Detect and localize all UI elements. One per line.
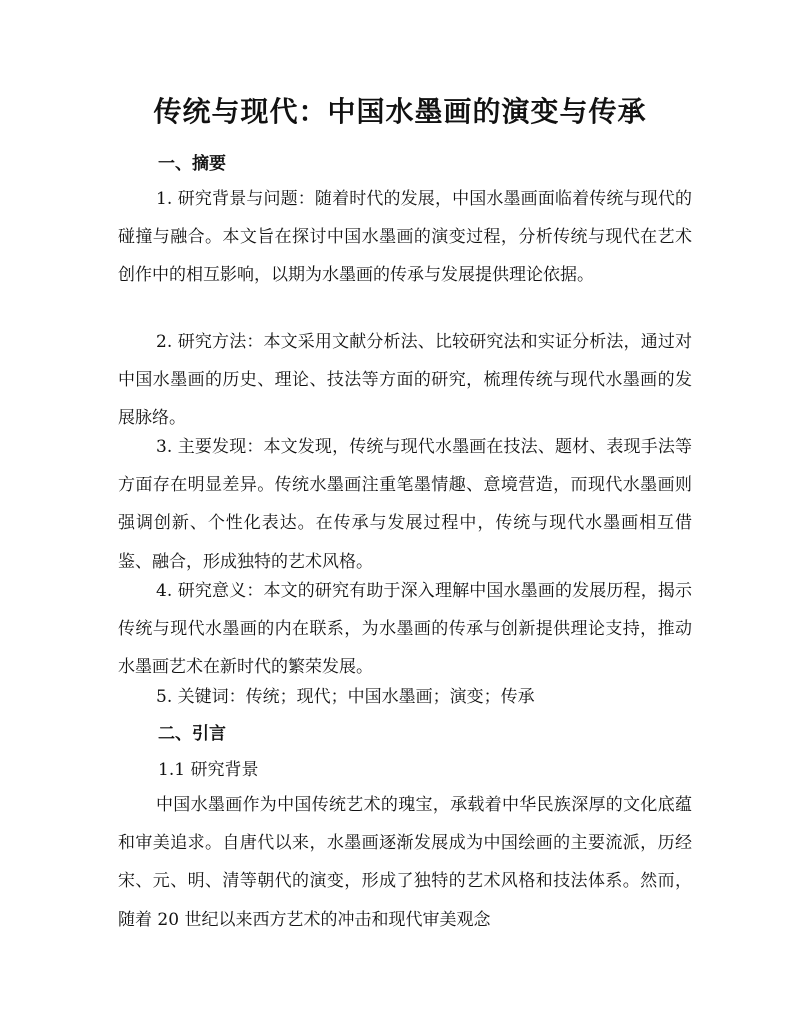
subheading-research-background: 1.1 研究背景 <box>158 760 259 780</box>
document-title: 传统与现代：中国水墨画的演变与传承 <box>153 95 647 128</box>
abstract-item-1: 1. 研究背景与问题：随着时代的发展，中国水墨画面临着传统与现代的碰撞与融合。本文旨在探讨中国水墨画的演变过程，分析传统与现代在艺术创作中的相互影响，以期为水墨画的传承与发展提供理论依据。 <box>118 189 692 286</box>
section-heading-introduction: 二、引言 <box>158 724 226 744</box>
section-heading-abstract: 一、摘要 <box>158 154 226 174</box>
abstract-item-4: 4. 研究意义：本文的研究有助于深入理解中国水墨画的发展历程，揭示传统与现代水墨画的内在联系，为水墨画的传承与创新提供理论支持，推动水墨画艺术在新时代的繁荣发展。 <box>118 581 692 678</box>
introduction-paragraph: 中国水墨画作为中国传统艺术的瑰宝，承载着中华民族深厚的文化底蕴和审美追求。自唐代以来，水墨画逐渐发展成为中国绘画的主要流派，历经宋、元、明、清等朝代的演变，形成了独特的艺术风格和技法体系。然而，随着 20 世纪以来西方艺术的冲击和现代审美观念 <box>118 795 692 930</box>
abstract-item-5: 5. 关键词：传统；现代；中国水墨画；演变；传承 <box>156 687 535 707</box>
abstract-item-3: 3. 主要发现：本文发现，传统与现代水墨画在技法、题材、表现手法等方面存在明显差异。传统水墨画注重笔墨情趣、意境营造，而现代水墨画则强调创新、个性化表达。在传承与发展过程中，传统与现代水墨画相互借鉴、融合，形成独特的艺术风格。 <box>118 437 692 572</box>
abstract-item-2: 2. 研究方法：本文采用文献分析法、比较研究法和实证分析法，通过对中国水墨画的历史、理论、技法等方面的研究，梳理传统与现代水墨画的发展脉络。 <box>118 332 692 429</box>
